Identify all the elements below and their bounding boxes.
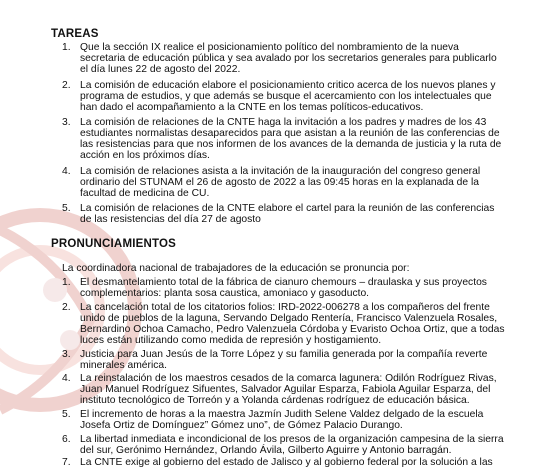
list-item-line: La comisión de educación elabore el posicionamiento critico acerca de los nuevos planes y [80,80,496,91]
list-item-line: Justicia para Juan Jesús de la Torre López y su familia generada por la compañía reverte [80,349,488,360]
list-number: 4. [62,373,71,384]
list-item-line: Juan Manuel Rodríguez Sifuentes, Salvador Aguilar Esparza, Fabiola Aguilar Esparza, del [80,384,491,395]
list-number: 5. [62,409,71,420]
list-item-line: luces están utilizando como medida de represión y hostigamiento. [80,335,382,346]
list-item-line: programa de estudios, y que además se busque el acercamiento con los intelectuales que [80,91,492,102]
list-item-line: La CNTE exige al gobierno del estado de Jalisco y al gobierno federal por la solución a las [80,457,493,468]
list-item-line: han dado el acompañamiento a la CNTE en los temas políticos-educativos. [80,102,424,113]
list-item-line: unido de pueblos de la laguna, Servando Delgado Rentería, Francisco Valenzuela Rosales, [80,313,498,324]
list-item-line: las resistencias para que nos informen de los avances de la demanda de justicia y la ruta de [80,139,502,150]
list-item-line: La comisión de relaciones de la CNTE elabore el cartel para la reunión de las conferencias [80,203,495,214]
list-item-line: La reinstalación de los maestros cesados de la comarca lagunera: Odilón Rodríguez Rivas, [80,373,497,384]
list-item-line: El incremento de horas a la maestra Jazmín Judith Selene Valdez delgado de la escuela [80,409,484,420]
list-item-line: Que la sección IX realice el posicionamiento político del nombramiento de la nueva [80,42,459,53]
list-item-line: facultad de medicina de CU. [80,188,210,199]
list-number: 2. [62,302,71,313]
list-item-line: del sur, Gerónimo Hernández, Orlando Ávila, Gilberto Aguirre y Antonio barragán. [80,445,452,456]
list-item-line: El desmantelamiento total de la fábrica de cianuro chemours – draulaska y sus proyectos [80,277,487,288]
tareas-heading: TAREAS [51,28,99,40]
list-number: 1. [62,42,71,53]
list-number: 3. [62,117,71,128]
list-item-line: minerales américa. [80,360,167,371]
list-item-line: Bernardino Ochoa Camacho, Pedro Valenzuela Córdoba y Evaristo Ochoa Ortiz, que a todas [80,324,505,335]
list-number: 2. [62,80,71,91]
list-number: 5. [62,203,71,214]
list-item-line: secretaria de educación pública y sea avalado por los secretarios generales para publicarlo [80,53,497,64]
list-number: 7. [62,457,71,468]
list-number: 6. [62,434,71,445]
list-item-line: La comisión de relaciones de la CNTE haga la invitación a los padres y madres de los 43 [80,117,487,128]
list-item-line: acción en los próximos días. [80,150,210,161]
list-item-line: de las resistencias del día 27 de agosto [80,214,261,225]
list-item-line: La comisión de relaciones asista a la invitación de la inauguración del congreso general [80,166,481,177]
list-number: 1. [62,277,71,288]
list-number: 3. [62,349,71,360]
list-item-line: instituto tecnológico de Torreón y a Yolanda cárdenas rodríguez de educación básica. [80,395,470,406]
list-item-line: el día lunes 22 de agosto del 2022. [80,64,241,75]
list-number: 4. [62,166,71,177]
pronunciamientos-intro: La coordinadora nacional de trabajadores de la educación se pronuncia por: [62,263,410,274]
list-item-line: estudiantes normalistas desaparecidos para que asistan a la reunión de las conferencias de [80,128,500,139]
list-item-line: La cancelación total de los citatorios folios: IRD-2022-006278 a los compañeros del frente [80,302,490,313]
list-item-line: La libertad inmediata e incondicional de los presos de la organización campesina de la sierra [80,434,504,445]
pronunciamientos-heading: PRONUNCIAMIENTOS [51,238,177,250]
list-item-line: complementarios: planta sosa caustica, amoniaco y gasoducto. [80,288,370,299]
list-item-line: Josefa Ortiz de Domínguez” Gómez uno”, de Gómez Palacio Durango. [80,420,403,431]
list-item-line: ordinario del STUNAM el 26 de agosto de 2022 a las 09:45 horas en la explanada de la [80,177,479,188]
